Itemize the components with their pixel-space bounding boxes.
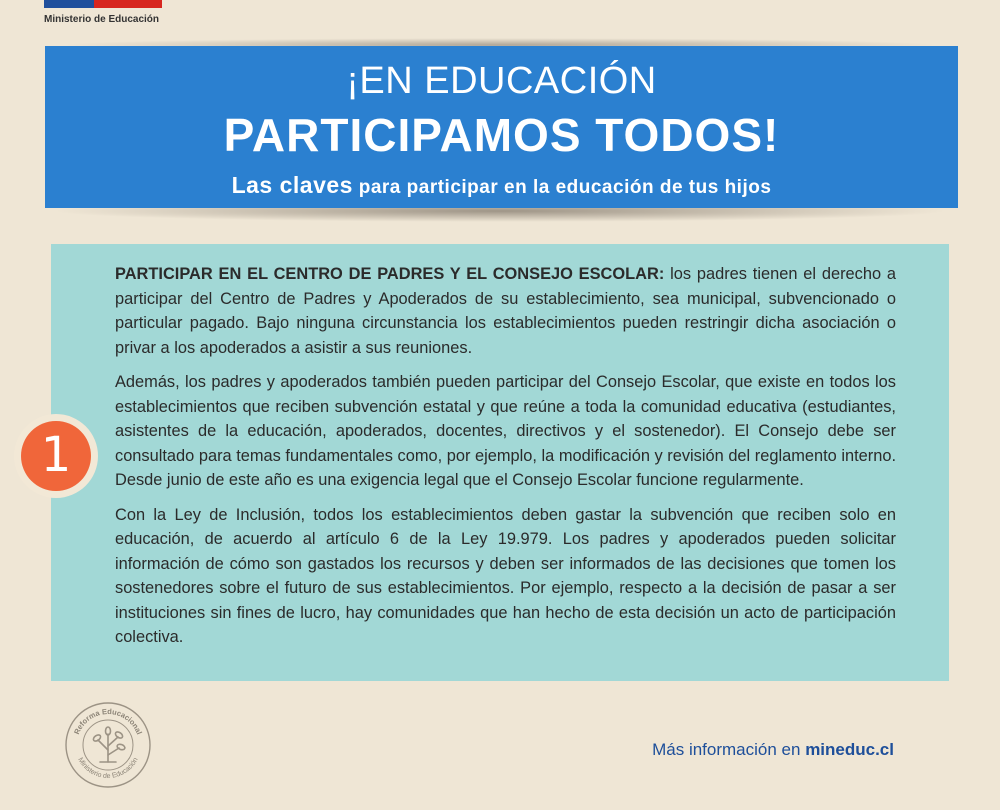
paragraph-1 bbox=[115, 262, 896, 360]
step-number-badge: 1 bbox=[21, 421, 91, 491]
banner-subtitle-rest: para participar en la educación de tus hijos bbox=[352, 177, 772, 198]
content-panel bbox=[51, 244, 949, 681]
panel-body bbox=[115, 262, 896, 660]
banner-kicker: ¡EN EDUCACIÓN bbox=[346, 60, 657, 102]
footer-info bbox=[652, 740, 894, 760]
seal-graphic bbox=[63, 700, 153, 790]
banner-subtitle bbox=[45, 172, 958, 199]
ministry-logo bbox=[44, 0, 174, 30]
paragraph-1-lead: PARTICIPAR EN EL CENTRO DE PADRES Y EL CONSEJO ESCOLAR: bbox=[115, 265, 665, 283]
footer-prefix: Más información en bbox=[652, 740, 806, 759]
flag-blue-stripe bbox=[44, 0, 94, 8]
title-banner bbox=[45, 46, 958, 208]
paragraph-3: Con la Ley de Inclusión, todos los establecimientos deben gastar la subvención que reciben solo en educación, de acuerdo al artículo 6 de la Ley 19.979. Los padres y apoderados pueden solicitar información de cómo son gastados los recursos y deben ser informados de las decisiones que tomen los sostenedores sobre el futuro de sus establecimientos. Por ejemplo, respecto a la decisión de pasar a ser instituciones sin fines de lucro, hay comunidades que han hecho de esta decisión un acto de participación colectiva. bbox=[115, 505, 896, 646]
seal-top-text: Reforma Educacional bbox=[72, 706, 144, 736]
banner-title: PARTICIPAMOS TODOS! bbox=[223, 109, 780, 161]
banner-subtitle-emphasis: Las claves bbox=[231, 172, 353, 198]
paragraph-1-text: los padres tienen el derecho a participar del Centro de Padres y Apoderados de su establecimiento, sea municipal, subvencionado o particular pagado. Bajo ninguna circunstancia los establecimientos pueden restringir dicha asociación o privar a los apoderados a asistir a sus reuniones. bbox=[115, 265, 896, 357]
flag-bar bbox=[44, 0, 162, 8]
paragraph-2: Además, los padres y apoderados también pueden participar del Consejo Escolar, que existe en todos los establecimientos que reciben subvención estatal y que reúne a toda la comunidad educativa (estudiantes, asistentes de la educación, apoderados, docentes, directivos y el sostenedor). El Consejo debe ser consultado para temas fundamentales como, por ejemplo, la modificación y revisión del reglamento interno. Desde junio de este año es una exigencia legal que el Consejo Escolar funcione regularmente. bbox=[115, 373, 896, 489]
tree-icon bbox=[92, 727, 125, 762]
footer-link[interactable]: mineduc.cl bbox=[805, 740, 894, 759]
reforma-seal bbox=[63, 700, 153, 790]
ministry-name: Ministerio de Educación bbox=[44, 14, 160, 25]
flag-red-stripe bbox=[94, 0, 162, 8]
seal-bottom-text: Ministerio de Educación bbox=[76, 756, 140, 781]
